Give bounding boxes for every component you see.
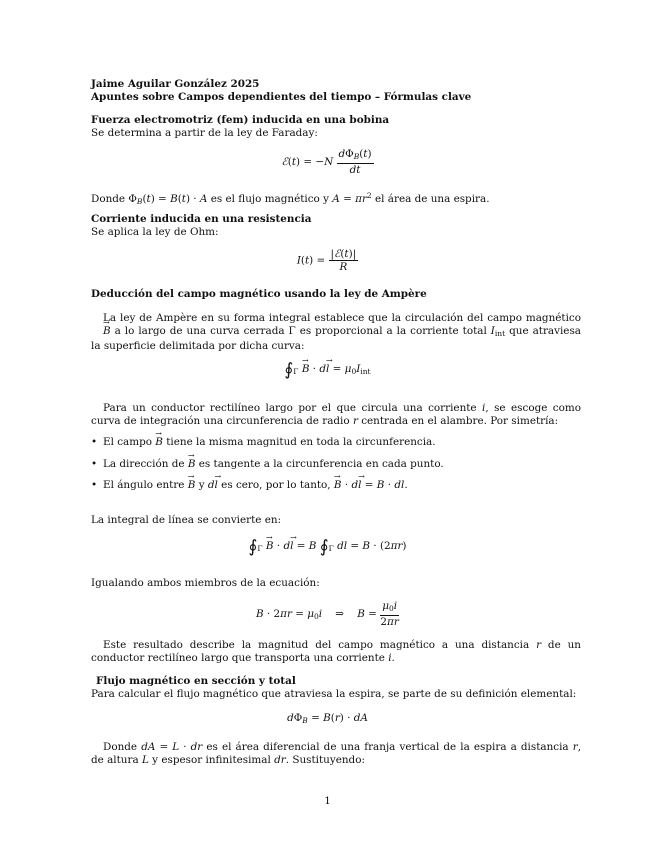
bullet-item-3: • El ángulo entre → B y d→ l es cero, por lo tanto, → B · d→ l = B · dl. [91,479,408,492]
section-heading-current: Corriente inducida en una resistencia [91,213,312,225]
section-flux-intro: Para calcular el flujo magnético que atraviesa la espira, se parte de su definición elemental: [91,688,577,700]
equation-result: $B \cdot 2\pi r = \mu_0i$ ⇒ B = $\frac{\mu_0i}{2\pi r}$ [255,600,399,628]
result-paragraph: Este resultado describe la magnitud del campo magnético a una distancia r de un conductor rectilíneo largo que transporta una corriente i. [91,639,581,664]
equation-faraday: ℰ(t) = −N $\frac{\text{dΦB(t)}}{dt}$ [281,148,372,176]
equation-ampere: $∮_\Gamma \to B \cdot d\to l = \mu_0I_{int}$ [0,363,655,378]
bullet-item-1: • El campo → B tiene la misma magnitud en toda la circunferencia. [91,436,436,449]
equation-flux-element: dΦB = B(r) · dA [287,712,368,725]
section-heading-fem: Fuerza electromotriz (fem) inducida en una bobina [91,114,390,126]
document-title: Apuntes sobre Campos dependientes del tiempo – Fórmulas clave [91,91,472,103]
section-heading-flux: Flujo magnético en sección y total [96,675,296,687]
section-current-intro: Se aplica la ley de Ohm: [91,226,219,238]
author-line: Jaime Aguilar González 2025 [91,78,260,90]
differential-area-paragraph: Donde dA = L · dr es el área diferencial de una franja vertical de la espira a distancia r, de altura L y espesor infinitesimal dr. Sustituyendo: [91,741,581,766]
equation-line-integral: $∮_\Gamma \to B \cdot d\to l = B$ $∮_\Gamma$ dl = B · (2πr) [0,540,655,555]
equating-text: Igualando ambos miembros de la ecuación: [91,577,320,589]
ampere-paragraph: La ley de Ampère en su forma integral establece que la circulación del campo magnético → B a lo largo de una curva cerrada Γ es proporcional a la corriente total $I_{int}$ que atraviesa la superficie delimitada por dicha curva: [91,312,581,353]
line-integral-text: La integral de línea se convierte en: [91,514,282,526]
equation-ohm: I(t) = $\frac{\text{|ℰ(t)|}}{R}$ [296,248,357,273]
conductor-paragraph: Para un conductor rectilíneo largo por el que circula una corriente i, se escoge como curva de integración una circunferencia de radio r centrada en el alambre. Por simetría: [91,402,581,427]
flux-definition-text: Donde ΦB(t) = B(t) · A es el flujo magnético y $A = \pi r^2$ el área de una espira. [91,191,490,206]
section-fem-intro: Se determina a partir de la ley de Faraday: [91,127,318,139]
bullet-item-2: • La dirección de → B es tangente a la circunferencia en cada punto. [91,458,444,471]
section-heading-ampere: Deducción del campo magnético usando la ley de Ampère [91,288,427,300]
page-number: 1 [324,795,331,807]
